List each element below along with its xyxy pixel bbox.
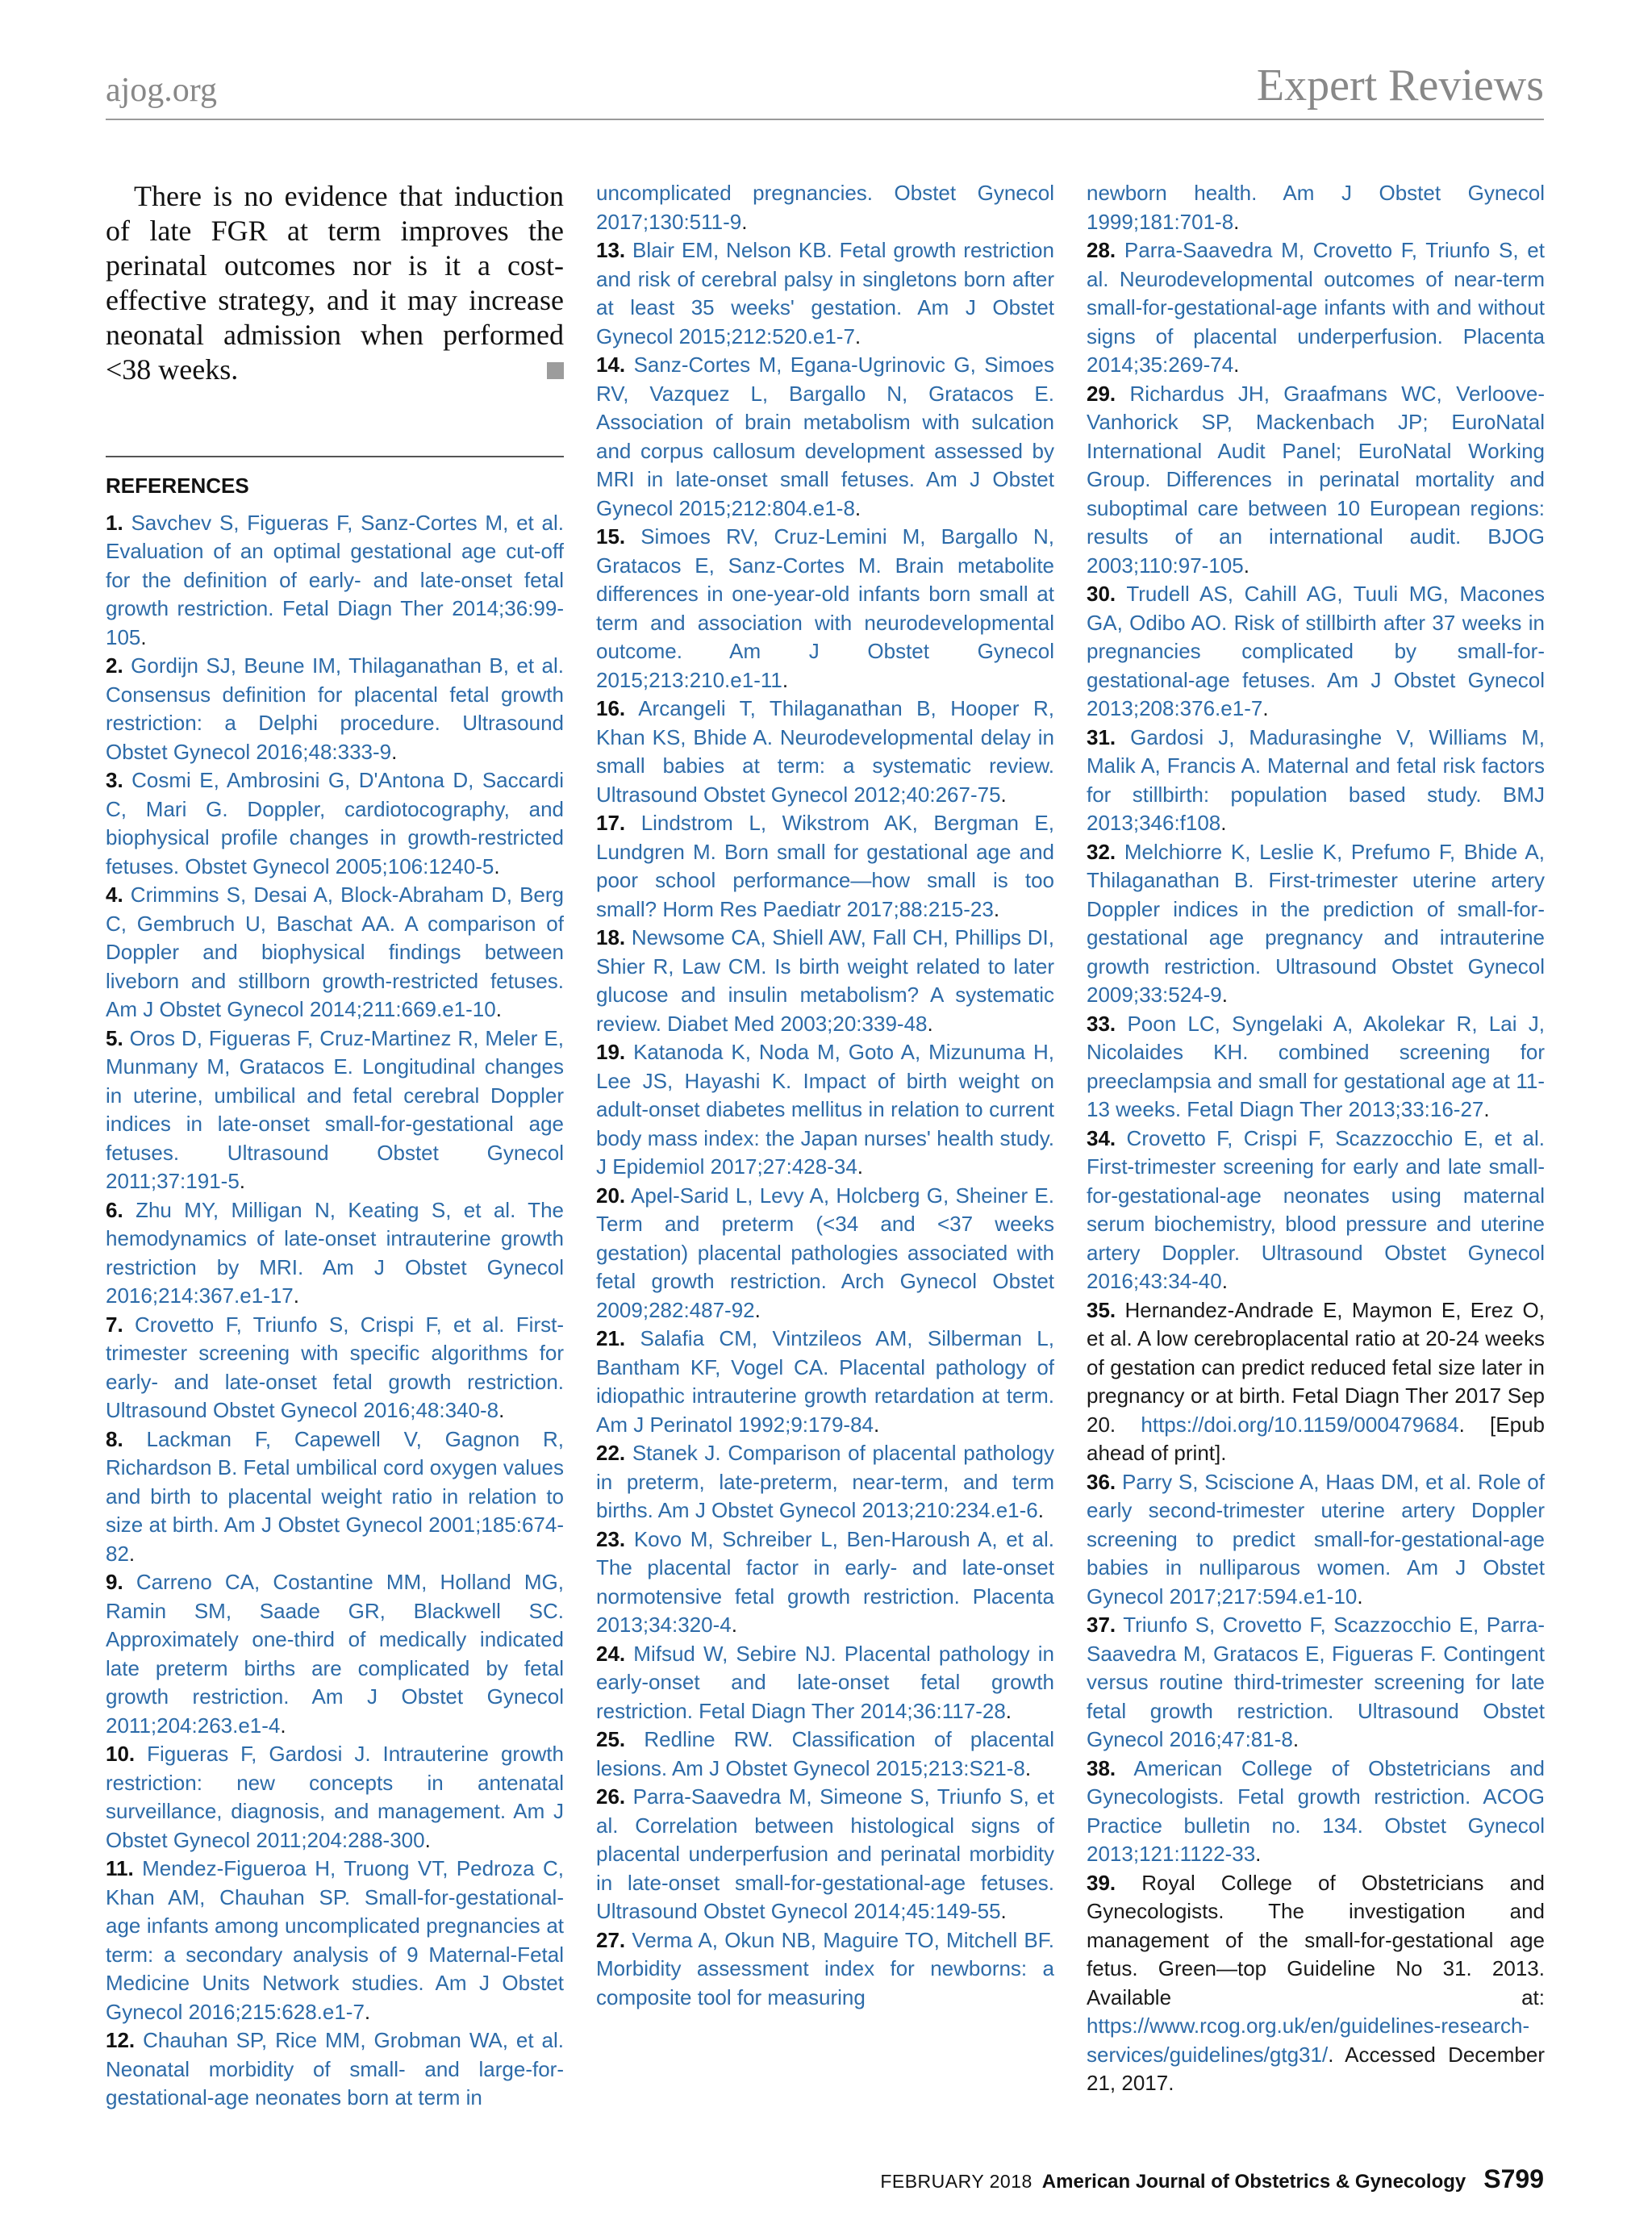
reference-link[interactable]: Crovetto F, Crispi F, Scazzocchio E, et al. First-trimester screening for early and late small-for-gestational-age neonates using maternal serum biochemistry, blood pressure and uterine artery Doppler. Ultrasound Obstet Gynecol 2016;43:34-40 <box>1087 1125 1546 1293</box>
reference-item <box>106 1568 564 1740</box>
reference-tail: . <box>1037 1498 1044 1522</box>
reference-tail: . <box>1000 1899 1007 1923</box>
reference-tail: . <box>927 1011 933 1036</box>
reference-item <box>106 1855 564 2026</box>
reference-link[interactable]: Blair EM, Nelson KB. Fetal growth restriction and risk of cerebral palsy in singletons born after at least 35 weeks' gestation. Am J Obstet Gynecol 2015;212:520.e1-7 <box>596 238 1054 348</box>
reference-number: 26. <box>596 1784 626 1809</box>
reference-tail: . <box>1233 209 1240 234</box>
section-title: Expert Reviews <box>1256 61 1544 111</box>
reference-number: 30. <box>1087 582 1116 606</box>
reference-item <box>106 1740 564 1855</box>
reference-tail: . <box>857 1154 864 1179</box>
reference-link[interactable]: https://doi.org/10.1159/000479684 <box>1141 1412 1459 1437</box>
reference-number: 8. <box>106 1426 123 1451</box>
references-heading: REFERENCES <box>106 474 249 498</box>
reference-item <box>1087 724 1545 838</box>
reference-tail: . <box>140 624 147 649</box>
reference-tail: . <box>754 1297 761 1322</box>
reference-item <box>1087 1010 1545 1125</box>
reference-number: 14. <box>596 353 626 377</box>
reference-tail: . <box>731 1613 737 1637</box>
reference-tail: . <box>1483 1097 1490 1121</box>
reference-link[interactable]: Salafia CM, Vintzileos AM, Silberman L, Bantham KF, Vogel CA. Placental pathology of idiopathic intrauterine growth retardation at term. Am J Perinatol 1992;9:179-84 <box>596 1326 1054 1437</box>
reference-link[interactable]: Simoes RV, Cruz-Lemini M, Bargallo N, Gratacos E, Sanz-Cortes M. Brain metabolite differences in one-year-old infants born small at term and association with neurodevelopmental outcome. Am J Obstet Gynecol 2015;213:210.e1-11 <box>596 524 1054 692</box>
reference-item <box>596 1325 1054 1439</box>
reference-item <box>1087 380 1545 581</box>
reference-number: 39. <box>1087 1870 1116 1895</box>
reference-tail: . <box>1005 1698 1012 1723</box>
reference-link[interactable]: Gordijn SJ, Beune IM, Thilaganathan B, et al. Consensus definition for placental fetal growth restriction: a Delphi procedure. Ultrasound Obstet Gynecol 2016;48:333-9 <box>106 653 564 764</box>
reference-item <box>106 652 564 766</box>
column-2 <box>596 179 1054 2012</box>
reference-link[interactable]: Richardus JH, Graafmans WC, Verloove-Vanhorick SP, Mackenbach JP; EuroNatal International Audit Panel; EuroNatal Working Group. Differences in perinatal mortality and suboptimal care between 10 European regions: results of an international audit. BJOG 2003;110:97-105 <box>1087 381 1545 578</box>
reference-number: 5. <box>106 1025 123 1050</box>
reference-link[interactable]: Chauhan SP, Rice MM, Grobman WA, et al. Neonatal morbidity of small- and large-for-gestational-age neonates born at term in <box>106 2028 565 2109</box>
reference-tail: . Accessed December 21, 2017. <box>1087 2042 1545 2095</box>
reference-number: 38. <box>1087 1755 1116 1780</box>
reference-link[interactable]: Figueras F, Gardosi J. Intrauterine growth restriction: new concepts in antenatal surveillance, diagnosis, and management. Am J Obstet Gynecol 2011;204:288-300 <box>106 1742 564 1852</box>
reference-tail: . [Epub ahead of print]. <box>1087 1412 1545 1465</box>
reference-link[interactable]: Cosmi E, Ambrosini G, D'Antona D, Saccardi C, Mari G. Doppler, cardiotocography, and biophysical profile changes in growth-restricted fetuses. Obstet Gynecol 2005;106:1240-5 <box>106 768 564 878</box>
site-name[interactable]: ajog.org <box>106 72 218 109</box>
reference-number: 16. <box>596 696 626 720</box>
reference-item <box>106 766 564 881</box>
reference-item <box>596 695 1054 809</box>
reference-link[interactable]: Trudell AS, Cahill AG, Tuuli MG, Macones GA, Odibo AO. Risk of stillbirth after 37 weeks in pregnancies complicated by small-for-gestational-age fetuses. Am J Obstet Gynecol 2013;208:376.e1-7 <box>1087 582 1545 720</box>
page-footer <box>880 2164 1544 2194</box>
reference-link[interactable]: Mendez-Figueroa H, Truong VT, Pedroza C, Khan AM, Chauhan SP. Small-for-gestational-age infants among uncomplicated pregnancies at term: a secondary analysis of 9 Maternal-Fetal Medicine Units Network studies. Am J Obstet Gynecol 2016;215:628.e1-7 <box>106 1856 564 2024</box>
reference-item <box>596 523 1054 695</box>
reference-number: 13. <box>596 238 626 262</box>
reference-tail: . <box>1220 811 1227 835</box>
reference-link[interactable]: Katanoda K, Noda M, Goto A, Mizunuma H, Lee JS, Hayashi K. Impact of birth weight on adult-onset diabetes mellitus in relation to current body mass index: the Japan nurses' health study. J Epidemiol 2017;27:428-34 <box>596 1040 1054 1179</box>
journal-name: American Journal of Obstetrics & Gynecology <box>1041 2171 1466 2193</box>
reference-number: 1. <box>106 510 123 535</box>
reference-link[interactable]: Stanek J. Comparison of placental pathology in preterm, late-preterm, near-term, and term births. Am J Obstet Gynecol 2013;210:234.e1-6 <box>596 1441 1054 1522</box>
reference-number: 35. <box>1087 1297 1116 1322</box>
reference-item <box>596 351 1054 523</box>
reference-tail: . <box>741 209 748 234</box>
issue-date: FEBRUARY 2018 <box>880 2171 1032 2192</box>
reference-tail: . <box>782 667 789 692</box>
reference-number: 4. <box>106 883 123 907</box>
reference-item <box>596 1726 1054 1783</box>
reference-number: 3. <box>106 768 123 792</box>
reference-item <box>596 1640 1054 1726</box>
reference-item <box>596 1182 1054 1325</box>
reference-item <box>1087 1125 1545 1296</box>
reference-item <box>1087 236 1545 380</box>
reference-tail: . <box>1262 696 1269 720</box>
reference-link[interactable]: American College of Obstetricians and Gynecologists. Fetal growth restriction. ACOG Practice bulletin no. 134. Obstet Gynecol 2013;121:1122-33 <box>1087 1755 1545 1866</box>
reference-number: 18. <box>596 925 626 949</box>
reference-item <box>596 1038 1054 1182</box>
reference-item <box>106 1425 564 1569</box>
reference-link[interactable]: Crimmins S, Desai A, Block-Abraham D, Berg C, Gembruch U, Baschat AA. A comparison of Doppler and biophysical findings between liveborn and stillborn growth-restricted fetuses. Am J Obstet Gynecol 2014;211:669.e1-10 <box>106 883 564 1021</box>
reference-item <box>596 236 1054 351</box>
reference-tail: . <box>1024 1755 1032 1780</box>
reference-item <box>1087 1296 1545 1468</box>
reference-number: 9. <box>106 1570 123 1594</box>
reference-link[interactable]: Zhu MY, Milligan N, Keating S, et al. The hemodynamics of late-onset intrauterine growth restriction by MRI. Am J Obstet Gynecol 2016;214:367.e1-17 <box>106 1197 564 1308</box>
reference-tail: . <box>1000 782 1007 807</box>
reference-tail: . <box>391 739 398 764</box>
reference-list-col2 <box>596 179 1054 2012</box>
reference-number: 28. <box>1087 238 1116 262</box>
reference-tail: . <box>874 1412 880 1437</box>
reference-tail: . <box>854 323 861 348</box>
reference-item <box>1087 1869 1545 2098</box>
reference-tail: . <box>1255 1842 1262 1866</box>
reference-number: 6. <box>106 1197 123 1222</box>
reference-tail: . <box>424 1827 431 1852</box>
reference-number: 7. <box>106 1312 123 1337</box>
reference-item <box>596 179 1054 236</box>
reference-text: Royal College of Obstetricians and Gynecologists. The investigation and management of the small-for-gestational age fetus. Green—top Guideline No 31. 2013. Available at: <box>1087 1870 1545 2009</box>
reference-number: 19. <box>596 1040 626 1064</box>
reference-number: 21. <box>596 1326 626 1350</box>
column-1 <box>106 179 564 2113</box>
reference-number: 2. <box>106 653 123 678</box>
reference-link[interactable]: Kovo M, Schreiber L, Ben-Haroush A, et al. The placental factor in early- and late-onset normotensive fetal growth restriction. Placenta 2013;34:320-4 <box>596 1526 1054 1637</box>
reference-number: 17. <box>596 811 626 835</box>
reference-number: 22. <box>596 1441 626 1465</box>
column-3 <box>1087 179 1545 2098</box>
reference-tail: . <box>128 1541 136 1566</box>
reference-number: 25. <box>596 1727 626 1751</box>
reference-tail: . <box>494 853 500 878</box>
reference-link[interactable]: Crovetto F, Triunfo S, Crispi F, et al. First-trimester screening with specific algorithms for early- and late-onset fetal growth restriction. Ultrasound Obstet Gynecol 2016;48:340-8 <box>106 1312 564 1422</box>
reference-number: 29. <box>1087 381 1116 406</box>
reference-item <box>596 1783 1054 1926</box>
reference-link[interactable]: Gardosi J, Madurasinghe V, Williams M, Malik A, Francis A. Maternal and fetal risk factors for stillbirth: population based study. BMJ 2013;346:f108 <box>1087 724 1545 835</box>
intro-text: There is no evidence that induction of late FGR at term improves the perinatal outcomes nor is it a cost-effective strategy, and it may increase neonatal admission when performed <38 weeks. <box>106 180 564 386</box>
reference-item <box>1087 1468 1545 1612</box>
reference-number: 20. <box>596 1183 626 1208</box>
reference-tail: . <box>1357 1584 1363 1609</box>
reference-list-col3 <box>1087 179 1545 2098</box>
reference-link[interactable]: Newsome CA, Shiell AW, Fall CH, Phillips DI, Shier R, Law CM. Is birth weight related to later glucose and insulin metabolism? A systematic review. Diabet Med 2003;20:339-48 <box>596 925 1054 1036</box>
reference-link[interactable]: Sanz-Cortes M, Egana-Ugrinovic G, Simoes RV, Vazquez L, Bargallo N, Gratacos E. Association of brain metabolism with sulcation and corpus callosum development assessed by MRI in late-onset small fetuses. Am J Obstet Gynecol 2015;212:804.e1-8 <box>596 353 1054 520</box>
reference-tail: . <box>499 1398 505 1422</box>
reference-link[interactable]: Mifsud W, Sebire NJ. Placental pathology in early-onset and late-onset fetal growth restriction. Fetal Diagn Ther 2014;36:117-28 <box>596 1641 1054 1723</box>
reference-item <box>596 924 1054 1038</box>
reference-link[interactable]: Triunfo S, Crovetto F, Scazzocchio E, Parra-Saavedra M, Gratacos E, Figueras F. Contingent versus routine third-trimester screening for late fetal growth restriction. Ultrasound Obstet Gynecol 2016;47:81-8 <box>1087 1613 1545 1751</box>
reference-link[interactable]: Arcangeli T, Thilaganathan B, Hooper R, Khan KS, Bhide A. Neurodevelopmental delay in small babies at term: a systematic review. Ultrasound Obstet Gynecol 2012;40:267-75 <box>596 696 1054 807</box>
reference-tail: . <box>1292 1727 1299 1751</box>
reference-tail: . <box>495 997 502 1021</box>
page-number: S799 <box>1483 2164 1544 2193</box>
reference-link[interactable]: Oros D, Figueras F, Cruz-Martinez R, Meler E, Munmany M, Gratacos E. Longitudinal changes in uterine, umbilical and fetal cerebral Doppler indices in late-onset small-for-gestational age fetuses. Ultrasound Obstet Gynecol 2011;37:191-5 <box>106 1025 564 1193</box>
references-rule <box>106 456 564 457</box>
reference-link[interactable]: Lindstrom L, Wikstrom AK, Bergman E, Lundgren M. Born small for gestational age and poor school performance—how small is too small? Horm Res Paediatr 2017;88:215-23 <box>596 811 1054 921</box>
reference-tail: . <box>293 1283 300 1308</box>
reference-link[interactable]: Redline RW. Classification of placental lesions. Am J Obstet Gynecol 2015;213:S21-8 <box>596 1727 1054 1780</box>
reference-number: 32. <box>1087 839 1116 864</box>
reference-tail: . <box>364 1999 371 2024</box>
reference-item <box>596 1439 1054 1525</box>
reference-link[interactable]: Savchev S, Figueras F, Sanz-Cortes M, et al. Evaluation of an optimal gestational age cut-off for the definition of early- and late-onset fetal growth restriction. Fetal Diagn Ther 2014;36:99-105 <box>106 510 564 649</box>
reference-link[interactable]: Lackman F, Capewell V, Gagnon R, Richardson B. Fetal umbilical cord oxygen values and birth to placental weight ratio in relation to size at birth. Am J Obstet Gynecol 2001;185:674-82 <box>106 1426 564 1566</box>
reference-item <box>106 1024 564 1196</box>
reference-number: 34. <box>1087 1125 1116 1150</box>
reference-link[interactable]: newborn health. Am J Obstet Gynecol 1999;181:701-8 <box>1087 181 1545 234</box>
reference-item <box>106 509 564 653</box>
reference-tail: . <box>993 896 1000 921</box>
reference-number: 33. <box>1087 1011 1116 1036</box>
reference-number: 37. <box>1087 1613 1116 1637</box>
reference-link[interactable]: Parry S, Sciscione A, Haas DM, et al. Role of early second-trimester uterine artery Doppler screening to predict small-for-gestational-age babies in nulliparous women. Am J Obstet Gynecol 2017;217:594.e1-10 <box>1087 1469 1545 1609</box>
reference-tail: . <box>854 495 861 520</box>
reference-tail: . <box>1221 1269 1228 1293</box>
reference-number: 36. <box>1087 1469 1116 1494</box>
reference-link[interactable]: Parra-Saavedra M, Simeone S, Triunfo S, et al. Correlation between histological signs of placental underperfusion and perinatal morbidity in late-onset small-for-gestational-age fetuses. Ultrasound Obstet Gynecol 2014;45:149-55 <box>596 1784 1054 1923</box>
reference-number: 27. <box>596 1927 626 1952</box>
reference-link[interactable]: Melchiorre K, Leslie K, Prefumo F, Bhide A, Thilaganathan B. First-trimester uterine artery Doppler indices in the prediction of small-for-gestational age pregnancy and intrauterine growth restriction. Ultrasound Obstet Gynecol 2009;33:524-9 <box>1087 839 1545 1007</box>
reference-link[interactable]: Carreno CA, Costantine MM, Holland MG, Ramin SM, Saade GR, Blackwell SC. Approximately one-third of medically indicated late preterm births are complicated by fetal growth restriction. Am J Obstet Gynecol 2011;204:263.e1-4 <box>106 1570 564 1738</box>
reference-item <box>106 1311 564 1425</box>
reference-item <box>1087 1611 1545 1755</box>
reference-tail: . <box>1221 983 1228 1007</box>
reference-link[interactable]: Parra-Saavedra M, Crovetto F, Triunfo S, et al. Neurodevelopmental outcomes of near-term small-for-gestational-age infants with and without signs of placental underperfusion. Placenta 2014;35:269-74 <box>1087 238 1545 377</box>
reference-item <box>1087 580 1545 724</box>
intro-paragraph <box>106 179 564 387</box>
reference-number: 11. <box>106 1856 134 1880</box>
reference-tail: . <box>1233 353 1240 377</box>
reference-item <box>1087 1755 1545 1869</box>
reference-number: 23. <box>596 1526 626 1551</box>
reference-number: 24. <box>596 1641 626 1666</box>
reference-item <box>596 809 1054 924</box>
reference-link[interactable]: Poon LC, Syngelaki A, Akolekar R, Lai J, Nicolaides KH. combined screening for preeclampsia and small for gestational age at 11-13 weeks. Fetal Diagn Ther 2013;33:16-27 <box>1087 1011 1545 1121</box>
reference-item <box>596 1525 1054 1640</box>
header-rule <box>106 119 1544 120</box>
reference-number: 10. <box>106 1742 136 1766</box>
reference-number: 15. <box>596 524 626 549</box>
reference-tail: . <box>239 1169 246 1193</box>
reference-item <box>106 1196 564 1311</box>
reference-text: Hernandez-Andrade E, Maymon E, Erez O, et al. A low cerebroplacental ratio at 20-24 weeks of gestation can predict reduced fetal size later in pregnancy or at birth. Fetal Diagn Ther 2017 Sep 20. <box>1087 1297 1545 1437</box>
reference-link[interactable]: uncomplicated pregnancies. Obstet Gynecol 2017;130:511-9 <box>596 181 1054 234</box>
reference-tail: . <box>280 1713 286 1738</box>
end-of-article-square-icon <box>547 362 564 379</box>
reference-tail: . <box>1243 553 1249 578</box>
reference-item <box>596 1926 1054 2013</box>
reference-item <box>106 881 564 1024</box>
reference-link[interactable]: https://www.rcog.org.uk/en/guidelines-research-services/guidelines/gtg31/ <box>1087 2013 1530 2067</box>
reference-item <box>1087 838 1545 1010</box>
reference-item <box>1087 179 1545 236</box>
reference-item <box>106 2026 564 2113</box>
reference-link[interactable]: Apel-Sarid L, Levy A, Holcberg G, Sheiner E. Term and preterm (<34 and <37 weeks gestation) placental pathologies associated with fetal growth restriction. Arch Gynecol Obstet 2009;282:487-92 <box>596 1183 1054 1322</box>
reference-link[interactable]: Verma A, Okun NB, Maguire TO, Mitchell BF. Morbidity assessment index for newborns: a composite tool for measuring <box>596 1927 1054 2009</box>
reference-number: 31. <box>1087 724 1116 749</box>
reference-list-col1 <box>106 509 564 2113</box>
reference-number: 12. <box>106 2028 136 2052</box>
